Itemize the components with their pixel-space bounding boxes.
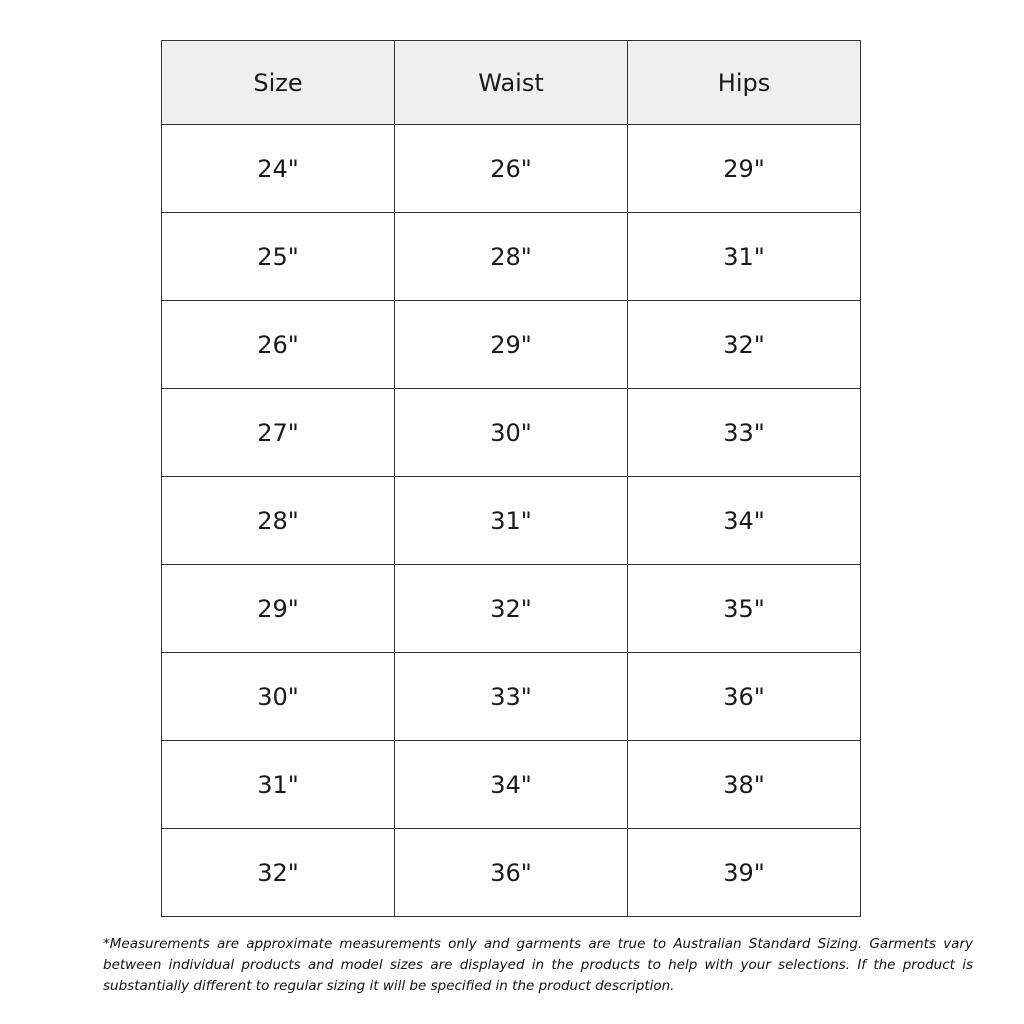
table-row — [162, 477, 861, 565]
hips-cell: 35" — [628, 565, 861, 653]
hips-cell: 29" — [628, 125, 861, 213]
table-row — [162, 829, 861, 917]
size-chart-table — [161, 40, 861, 917]
table-row — [162, 213, 861, 301]
waist-cell: 26" — [395, 125, 628, 213]
size-cell: 24" — [162, 125, 395, 213]
table-row — [162, 741, 861, 829]
table-body — [162, 125, 861, 917]
size-cell: 29" — [162, 565, 395, 653]
header-hips: Hips — [628, 41, 861, 125]
size-cell: 31" — [162, 741, 395, 829]
header-row — [162, 41, 861, 125]
waist-cell: 31" — [395, 477, 628, 565]
table-row — [162, 301, 861, 389]
waist-cell: 29" — [395, 301, 628, 389]
table-row — [162, 125, 861, 213]
table-header — [162, 41, 861, 125]
size-cell: 26" — [162, 301, 395, 389]
hips-cell: 31" — [628, 213, 861, 301]
waist-cell: 36" — [395, 829, 628, 917]
hips-cell: 32" — [628, 301, 861, 389]
hips-cell: 38" — [628, 741, 861, 829]
waist-cell: 34" — [395, 741, 628, 829]
table-row — [162, 653, 861, 741]
size-cell: 30" — [162, 653, 395, 741]
header-waist: Waist — [395, 41, 628, 125]
waist-cell: 32" — [395, 565, 628, 653]
header-size: Size — [162, 41, 395, 125]
table-row — [162, 389, 861, 477]
size-cell: 32" — [162, 829, 395, 917]
size-cell: 25" — [162, 213, 395, 301]
waist-cell: 33" — [395, 653, 628, 741]
waist-cell: 28" — [395, 213, 628, 301]
waist-cell: 30" — [395, 389, 628, 477]
hips-cell: 33" — [628, 389, 861, 477]
hips-cell: 34" — [628, 477, 861, 565]
table-row — [162, 565, 861, 653]
hips-cell: 39" — [628, 829, 861, 917]
measurement-disclaimer: *Measurements are approximate measurements only and garments are true to Australian Standard Sizing. Garments vary between individual products and model sizes are displayed in the products to help with your selections. If the product is substantially different to regular sizing it will be specified in the product description. — [103, 936, 973, 994]
size-cell: 27" — [162, 389, 395, 477]
size-cell: 28" — [162, 477, 395, 565]
hips-cell: 36" — [628, 653, 861, 741]
